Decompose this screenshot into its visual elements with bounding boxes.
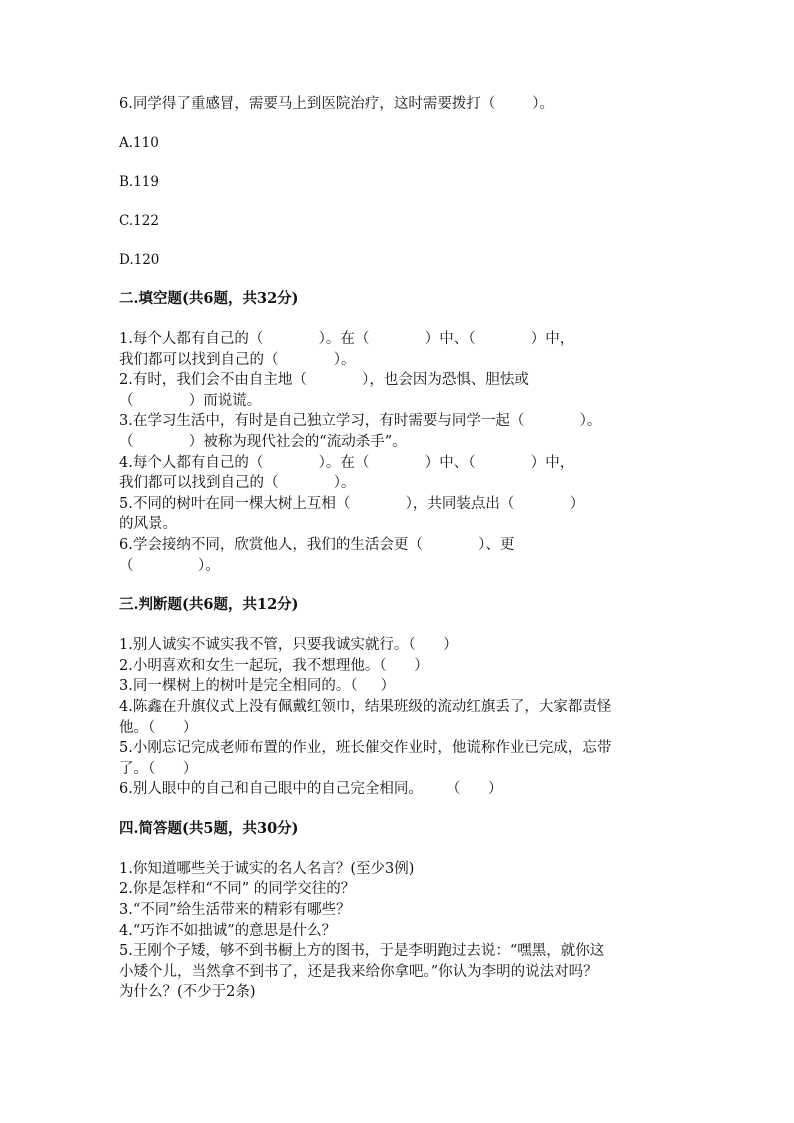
question-6: [119, 94, 679, 270]
text-line: 1.别人诚实不诚实我不管，只要我诚实就行。（ ）: [119, 637, 458, 654]
question-stem: 6.同学得了重感冒，需要马上到医院治疗，这时需要拨打（ ）。: [119, 96, 554, 112]
text-line: 我们都可以找到自己的（ ）。: [119, 351, 356, 368]
text-line: （ ）。: [119, 557, 220, 574]
text-line: 2.你是怎样和“不同” 的同学交往的？: [119, 881, 356, 898]
text-line: 5.不同的树叶在同一棵大树上互相（ ），共同装点出（ ）: [119, 495, 585, 512]
text-line: 我们都可以找到自己的（ ）。: [119, 475, 356, 492]
section-title-short-answer: 四.简答题(共5题，共30分): [119, 819, 299, 837]
option-c: C.122: [119, 213, 159, 229]
text-line: 1.你知道哪些关于诚实的名人名言？(至少3例): [119, 860, 415, 877]
text-line: 2.小明喜欢和女生一起玩，我不想理他。（ ）: [119, 657, 429, 674]
section-title-fill-in: 二.填空题(共6题，共32分): [119, 290, 299, 307]
text-line: 小矮个儿，当然拿不到书了，还是我来给你拿吧。”你认为李明的说法对吗？: [119, 963, 598, 980]
text-line: 6.学会接纳不同，欣赏他人，我们的生活会更（ ）、更: [119, 536, 515, 553]
text-line: 为什么？(不少于2条): [119, 984, 256, 1001]
text-line: 3.“不同”给生活带来的精彩有哪些？: [119, 902, 351, 919]
text-line: 6.别人眼中的自己和自己眼中的自己完全相同。 （ ）: [119, 781, 503, 798]
exam-page: [119, 94, 679, 1003]
text-line: 1.每个人都有自己的（ ）。在（ ）中、（ ）中，: [119, 331, 575, 347]
text-line: 5.小刚忘记完成老师布置的作业，班长催交作业时，他谎称作业已完成，忘带: [119, 740, 612, 757]
text-line: 了。（ ）: [119, 760, 198, 777]
text-line: 4.陈鑫在升旗仪式上没有佩戴红领巾，结果班级的流动红旗丢了，大家都责怪: [119, 698, 612, 715]
judgment-questions: [119, 635, 679, 800]
short-answer-questions: [119, 859, 679, 1003]
text-line: 3.同一棵树上的树叶是完全相同的。（ ）: [119, 678, 396, 695]
section-title-judgment: 三.判断题(共6题，共12分): [119, 596, 299, 614]
text-line: 3.在学习生活中，有时是自己独立学习，有时需要与同学一起（ ）。: [119, 413, 602, 430]
text-line: 他。（ ）: [119, 719, 198, 736]
text-line: 4.每个人都有自己的（ ）。在（ ）中、（ ）中，: [119, 454, 575, 471]
option-b: B.119: [119, 174, 159, 190]
option-a: A.110: [119, 135, 159, 151]
text-line: 4.“巧诈不如拙诚”的意思是什么？: [119, 922, 337, 939]
text-line: 2.有时，我们会不由自主地（ ），也会因为恐惧、胆怯或: [119, 372, 529, 389]
text-line: （ ）而说谎。: [119, 392, 262, 409]
option-d: D.120: [119, 252, 160, 268]
fill-in-questions: [119, 329, 679, 576]
text-line: 的风景。: [119, 516, 177, 533]
text-line: 5.王刚个子矮，够不到书橱上方的图书，于是李明跑过去说：“嘿黑，就你这: [119, 943, 605, 960]
text-line: （ ）被称为现代社会的“流动杀手”。: [119, 433, 407, 450]
